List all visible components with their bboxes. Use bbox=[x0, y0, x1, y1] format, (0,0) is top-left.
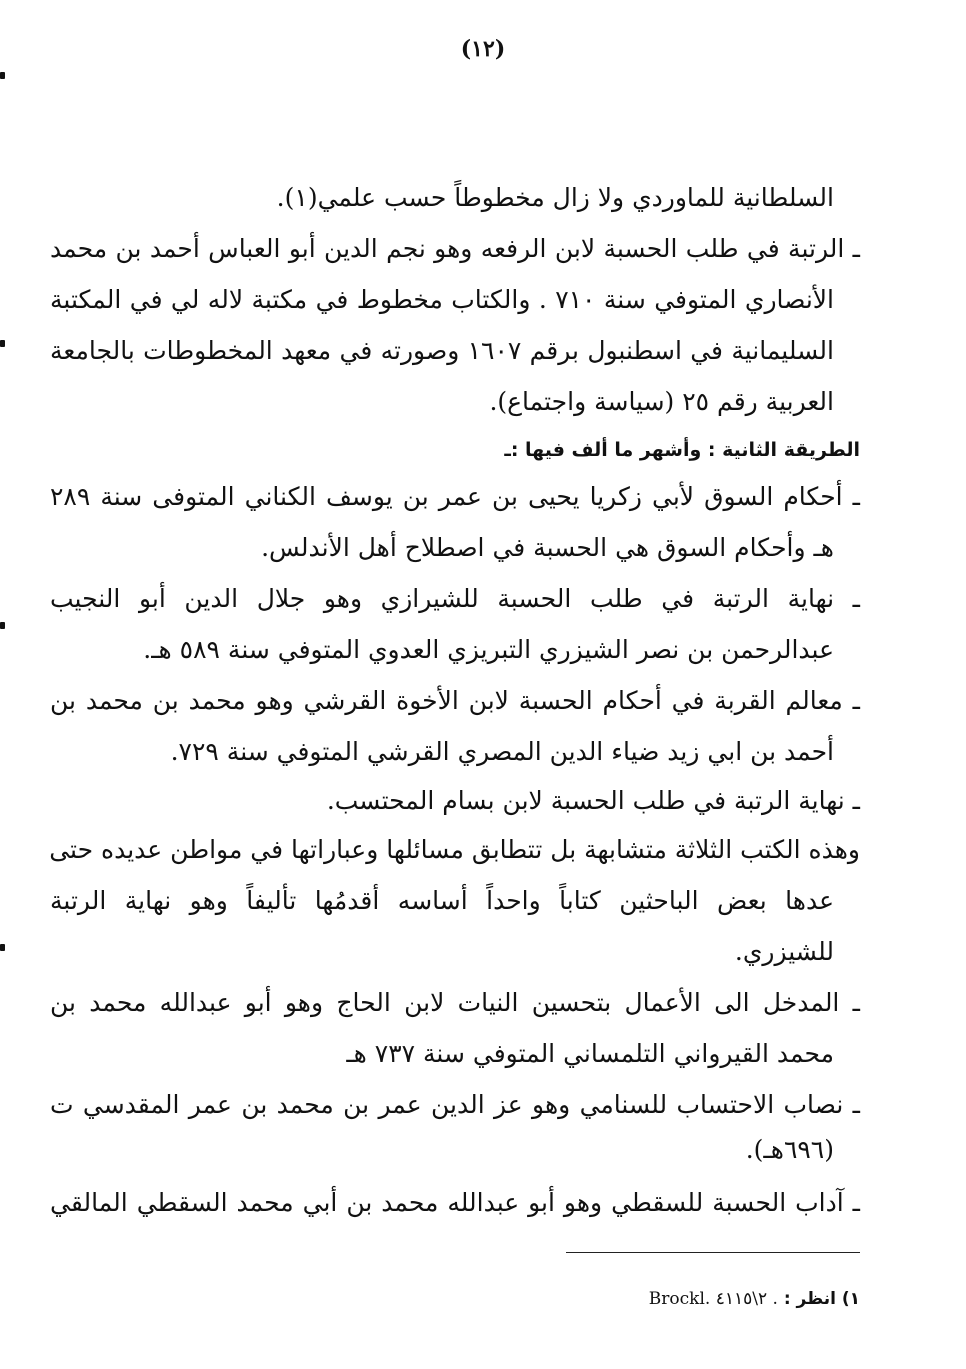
text-line: عدها بعض الباحثين كتاباً واحداً أساسه أقدمُها تأليفاً وهو نهاية الرتبة bbox=[50, 886, 834, 915]
text-line: محمد القيرواني التلمساني المتوفي سنة ٧٣٧ هـ bbox=[346, 1039, 834, 1068]
text-line: (٦٩٦هـ). bbox=[745, 1135, 834, 1164]
text-line: ـ نهاية الرتبة في طلب الحسبة للشيرازي وهو جلال الدين أبو النجيب bbox=[50, 584, 860, 613]
text-line: ـ آداب الحسبة للسقطي وهو أبو عبدالله محمد بن أبي محمد السقطي المالقي bbox=[50, 1188, 860, 1217]
text-line: وهذه الكتب الثلاثة متشابهة بل تتطابق مسائلها وعباراتها في مواطن عديده حتى bbox=[49, 835, 860, 864]
footnote-rule bbox=[566, 1252, 860, 1253]
text-line: ـ الرتبة في طلب الحسبة لابن الرفعه وهو نجم الدين أبو العباس أحمد بن محمد bbox=[50, 234, 860, 263]
scan-mark bbox=[0, 340, 5, 347]
text-line: ـ المدخل الى الأعمال بتحسين النيات لابن الحاج وهو أبو عبدالله محمد بن bbox=[50, 988, 860, 1017]
text-line: عبدالرحمن بن نصر الشيزري التبريزي العدوي المتوفي سنة ٥٨٩ هـ. bbox=[143, 635, 834, 664]
section-heading: الطريقة الثانية : وأشهر ما ألف فيها :ـ bbox=[504, 439, 860, 461]
scan-mark bbox=[0, 622, 5, 629]
scan-mark bbox=[0, 72, 5, 79]
text-line: السلطانية للماوردي ولا زال مخطوطاً حسب علمي(١). bbox=[276, 183, 834, 212]
text-line: هـ وأحكام السوق هي الحسبة في اصطلاح أهل الأندلس. bbox=[261, 533, 834, 562]
text-line: الأنصاري المتوفي سنة ٧١٠ . والكتاب مخطوط في مكتبة لاله لي في المكتبة bbox=[50, 285, 834, 314]
footnote bbox=[649, 1286, 860, 1312]
text-line: ـ أحكام السوق لأبي زكريا يحيى بن عمر بن يوسف الكناني المتوفى سنة ٢٨٩ bbox=[50, 482, 860, 511]
page-number: (١٢) bbox=[460, 36, 506, 62]
footnote-reference: Brockl. ٢\٤١١٥ . bbox=[648, 1289, 778, 1309]
text-line: ـ معالم القربة في أحكام الحسبة لابن الأخوة القرشي وهو محمد بن محمد بن bbox=[50, 686, 860, 715]
text-line: السليمانية في اسطنبول برقم ١٦٠٧ وصورته في معهد المخطوطات بالجامعة bbox=[50, 336, 834, 365]
text-line: أحمد بن ابي زيد ضياء الدين المصري القرشي المتوفي سنة ٧٢٩. bbox=[170, 737, 834, 766]
scan-mark bbox=[0, 944, 5, 951]
footnote-label: ١) انظر : bbox=[783, 1289, 860, 1309]
text-line: ـ نهاية الرتبة في طلب الحسبة لابن بسام المحتسب. bbox=[326, 786, 860, 815]
text-line: ـ نصاب الاحتساب للسنامي وهو عز الدين عمر بن محمد بن عمر المقدسي ت bbox=[50, 1090, 860, 1119]
text-line: العربية رقم ٢٥ (سياسة واجتماع). bbox=[489, 387, 834, 416]
text-line: للشيزري. bbox=[734, 937, 834, 966]
